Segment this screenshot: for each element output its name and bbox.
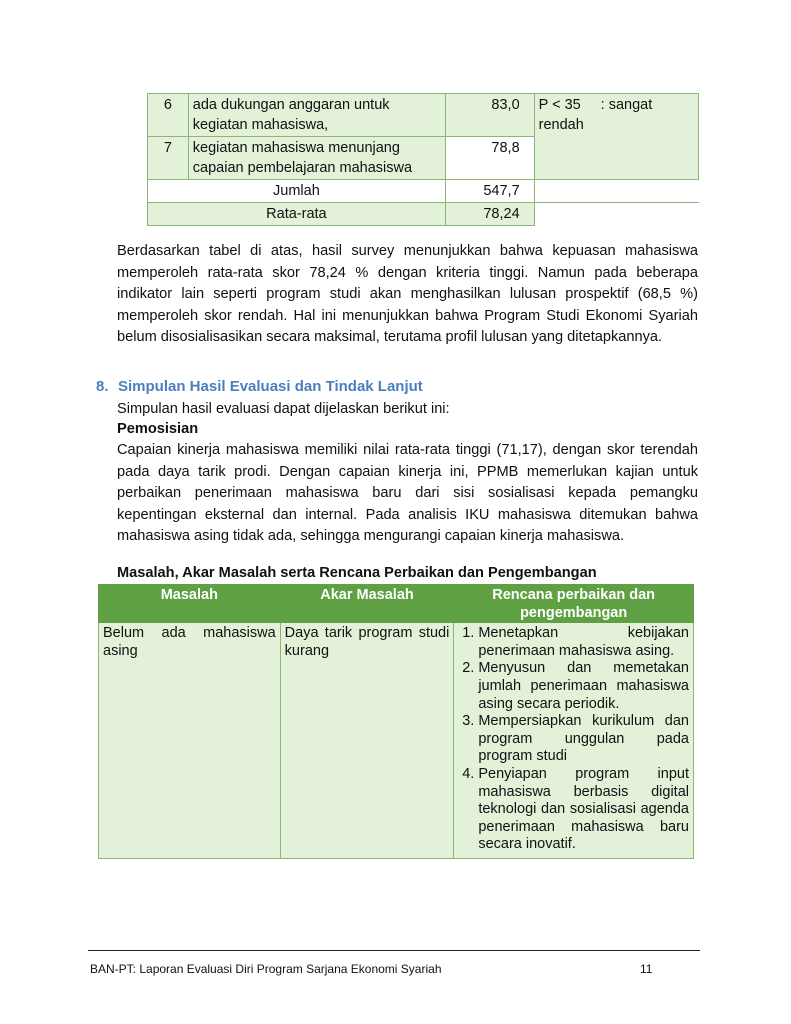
average-row	[148, 203, 699, 226]
survey-table	[147, 93, 699, 226]
list-item: 4. Penyiapan program input mahasiswa berbasis digital teknologi dan sosialisasi agenda penerimaan mahasiswa baru secara inovatif.	[478, 766, 689, 854]
subheading: Pemosisian	[117, 421, 199, 437]
section-intro: Simpulan hasil evaluasi dapat dijelaskan berikut ini:	[117, 401, 450, 417]
empty-cell	[534, 203, 698, 226]
criteria-threshold: P < 35	[538, 97, 581, 113]
table-title: Masalah, Akar Masalah serta Rencana Perbaikan dan Pengembangan	[117, 565, 597, 581]
table-row	[99, 623, 694, 859]
empty-cell	[534, 180, 698, 203]
rencana-cell	[454, 623, 694, 859]
header-rencana: Rencana perbaikan dan pengembangan	[454, 585, 694, 623]
criteria-cell	[534, 94, 698, 180]
average-label: Rata-rata	[148, 203, 446, 226]
list-item: 1. Menetapkan kebijakan penerimaan mahasiswa asing.	[478, 625, 689, 660]
row-description: ada dukungan anggaran untuk kegiatan mahasiswa,	[188, 94, 445, 137]
section-title: Simpulan Hasil Evaluasi dan Tindak Lanjut	[118, 378, 423, 395]
header-akar-masalah: Akar Masalah	[280, 585, 454, 623]
list-item: 2. Menyusun dan memetakan jumlah penerimaan mahasiswa asing secara periodik.	[478, 660, 689, 713]
list-item: 3. Mempersiapkan kurikulum dan program unggulan pada program studi	[478, 713, 689, 766]
row-description: kegiatan mahasiswa menunjang capaian pembelajaran mahasiswa	[188, 137, 445, 180]
footer-divider	[88, 950, 700, 951]
sum-label: Jumlah	[148, 180, 446, 203]
row-value: 83,0	[445, 94, 534, 137]
positioning-paragraph: Capaian kinerja mahasiswa memiliki nilai rata-rata tinggi (71,17), dengan skor terendah pada daya tarik prodi. Dengan capaian kinerja ini, PPMB memerlukan kajian untuk perbaikan penerimaan mahasiswa baru dari sisi sosialisasi kepada pemangku kepentingan eksternal dan internal. Pada analisis IKU mahasiswa ditemukan bahwa mahasiswa asing tidak ada, sehingga mengurangi capaian kinerja mahasiswa.	[117, 442, 698, 545]
section-heading	[96, 378, 423, 395]
survey-conclusion-paragraph: Berdasarkan tabel di atas, hasil survey menunjukkan bahwa kepuasan mahasiswa memperoleh rata-rata skor 78,24 % dengan kriteria tinggi. Namun pada beberapa indikator lain seperti program studi akan menghasilkan lulusan prospektif (68,5 %) memperoleh skor rendah. Hal ini menunjukkan bahwa Program Studi Ekonomi Syariah belum disosialisasikan secara maksimal, terutama profil lulusan yang ditetapkannya.	[117, 243, 698, 346]
header-masalah: Masalah	[99, 585, 281, 623]
average-value: 78,24	[445, 203, 534, 226]
page-number: 11	[640, 962, 653, 976]
criteria-label: : sangat	[600, 97, 653, 113]
table-header-row	[99, 585, 694, 623]
row-value: 78,8	[445, 137, 534, 180]
section-number: 8.	[96, 378, 109, 395]
masalah-cell: Belum ada mahasiswa asing	[99, 623, 281, 859]
row-number: 7	[148, 137, 189, 180]
criteria-level: rendah	[538, 117, 584, 133]
row-number: 6	[148, 94, 189, 137]
plan-list	[458, 625, 689, 854]
improvement-plan-table	[98, 584, 694, 859]
akar-masalah-cell: Daya tarik program studi kurang	[280, 623, 454, 859]
table-row	[148, 94, 699, 137]
footer-text: BAN-PT: Laporan Evaluasi Diri Program Sarjana Ekonomi Syariah	[90, 962, 442, 976]
sum-row	[148, 180, 699, 203]
sum-value: 547,7	[445, 180, 534, 203]
